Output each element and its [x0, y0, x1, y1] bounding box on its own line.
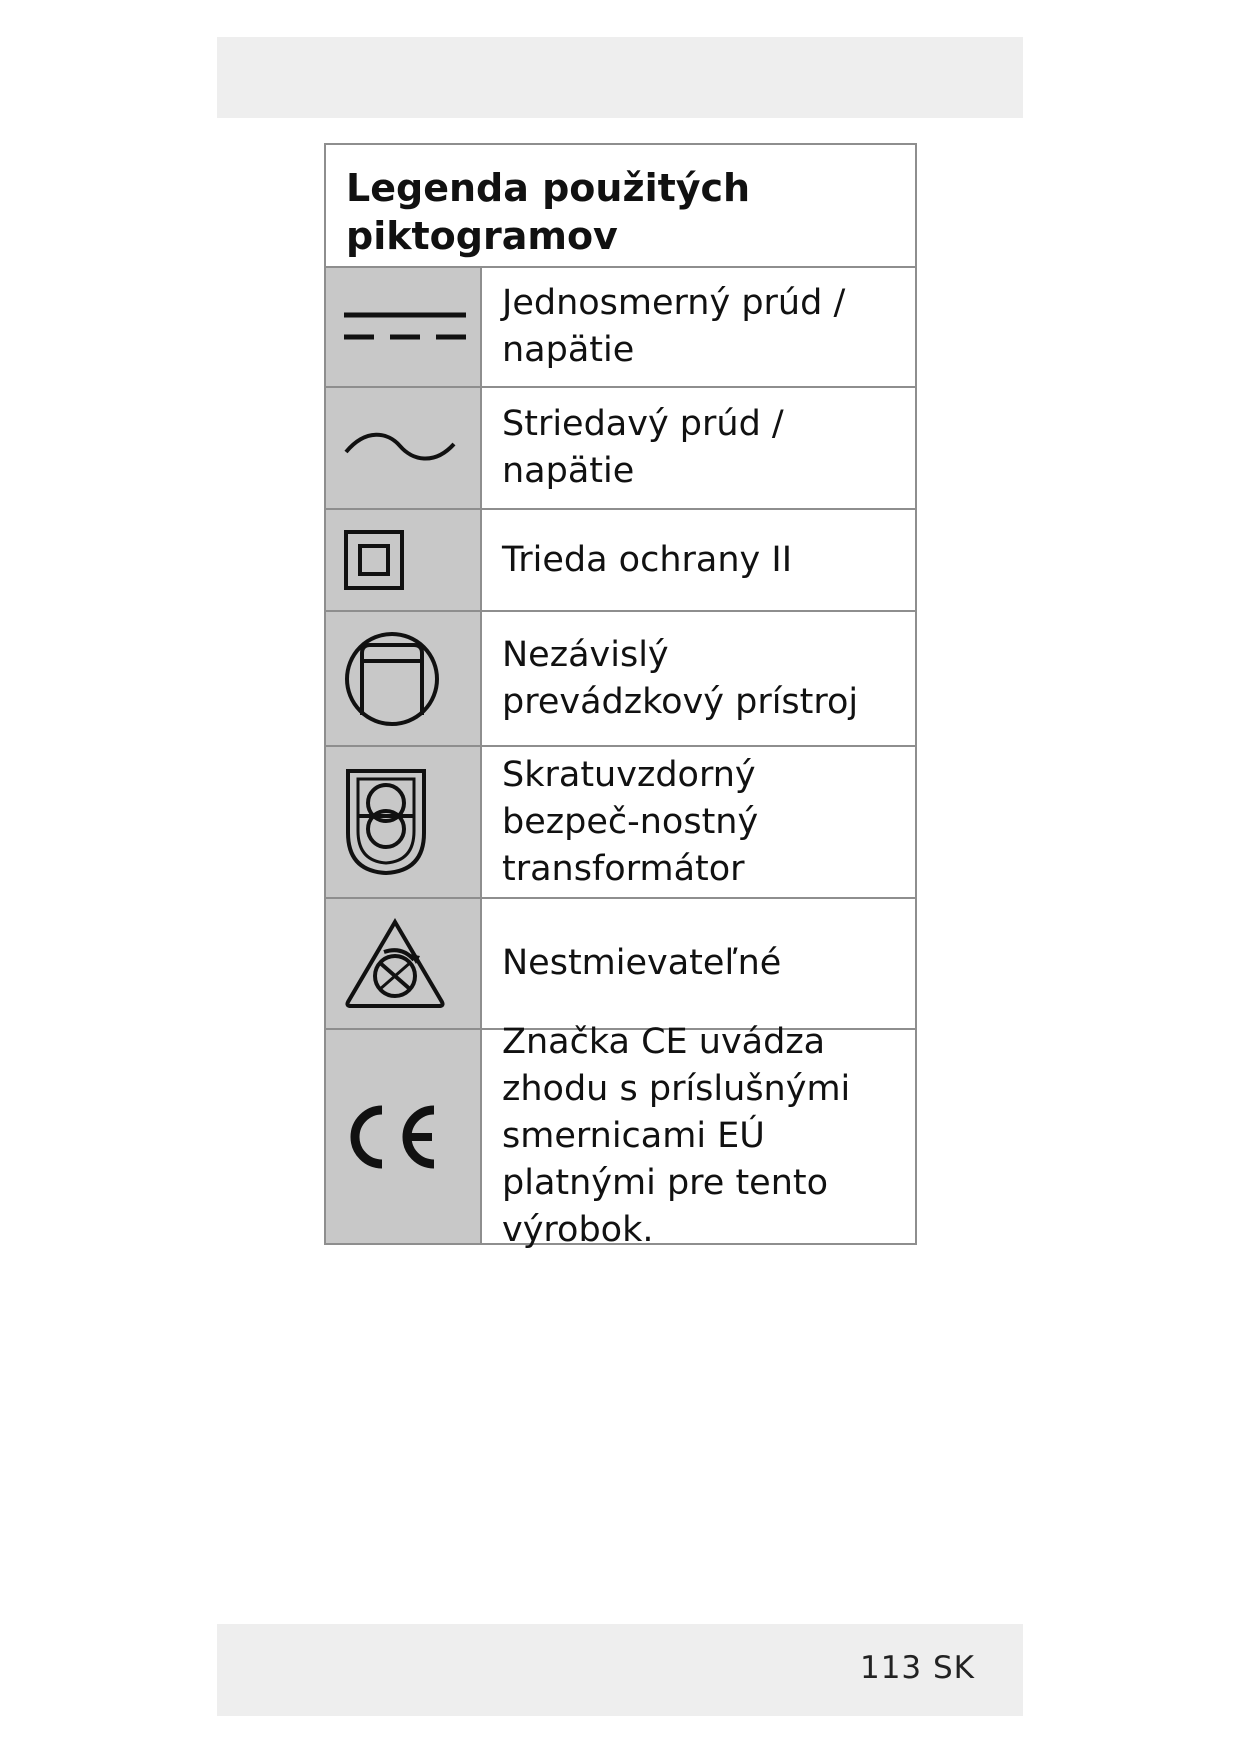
legend-row: [326, 747, 915, 899]
legend-row-label: Jednosmerný prúd / napätie: [502, 283, 846, 370]
legend-row: [326, 899, 915, 1030]
ce-mark-icon: [344, 1102, 440, 1172]
legend-row-label: Skratuvzdorný bezpeč-nostný transformátor: [502, 754, 759, 889]
direct-current-icon: [344, 307, 468, 347]
legend-row-label: Trieda ochrany II: [502, 539, 793, 580]
short-circuit-proof-transformer-icon: [344, 767, 428, 877]
independent-operating-device-icon: [344, 631, 440, 727]
legend-row-label: Nestmievateľné: [502, 943, 782, 983]
top-band: [217, 37, 1023, 118]
legend-row: [326, 1022, 915, 1250]
legend-title: Legenda použitých piktogramov: [326, 145, 915, 268]
legend-row-label: Nezávislý prevádzkový prístroj: [502, 634, 859, 722]
protection-class-ii-icon: [344, 530, 404, 590]
alternating-current-icon: [344, 428, 456, 468]
legend-row: [326, 612, 915, 747]
footer-band: [217, 1624, 1023, 1716]
legend-row: [326, 268, 915, 388]
page-number: 113 SK: [859, 1650, 975, 1686]
legend-row: [326, 510, 915, 612]
non-dimmable-icon: [344, 918, 446, 1010]
pictogram-legend-table: [324, 143, 917, 1250]
legend-row-label: Značka CE uvádza zhodu s príslušnými smernicami EÚ platnými pre tento výrobok.: [502, 1022, 851, 1250]
legend-row-label: Striedavý prúd / napätie: [502, 404, 784, 491]
legend-row: [326, 388, 915, 510]
